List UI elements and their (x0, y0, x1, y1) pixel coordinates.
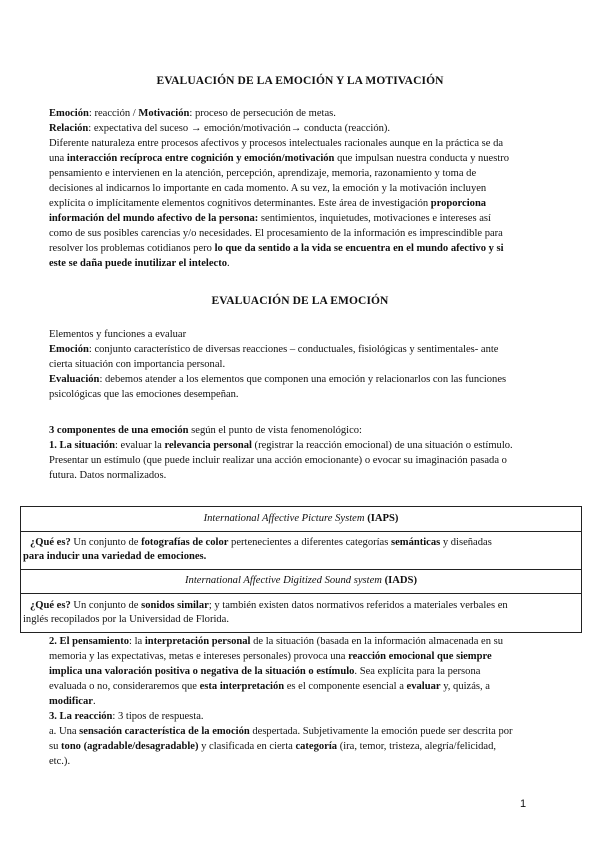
emphasis: interacción recíproca entre cognición y emoción/motivación (66, 153, 335, 164)
table-divider (21, 593, 581, 594)
emphasis: interpretación personal (144, 636, 251, 647)
emphasis: modificar (49, 696, 93, 707)
text: memoria y las expectativas, metas e intereses personales) provoca una (49, 651, 349, 662)
emphasis: información del mundo afectivo de la persona: (49, 213, 259, 224)
elements-line: Elementos y funciones a evaluar (49, 329, 187, 340)
intro-line (49, 211, 565, 226)
emphasis: ¿Qué es? (30, 600, 71, 611)
text: Un conjunto de (70, 600, 142, 611)
elements-line: cierta situación con importancia personal. (49, 359, 226, 370)
intro-line: pensamiento e intervienen en la atención, percepción, aprendizaje, memoria, razonamiento y toma de (49, 168, 477, 179)
intro-line (49, 241, 565, 256)
thought-line (49, 679, 565, 694)
emphasis: relevancia personal (164, 440, 252, 451)
term-relacion: Relación (49, 123, 89, 134)
term-evaluacion: Evaluación (49, 374, 100, 385)
thought-line (49, 709, 565, 724)
line (30, 599, 588, 613)
emphasis: (IADS) (384, 575, 417, 586)
emphasis: semánticas (390, 537, 441, 548)
document-title: EVALUACIÓN DE LA EMOCIÓN Y LA MOTIVACIÓN (156, 75, 444, 87)
term-emocion: Emoción (49, 344, 89, 355)
components-line (49, 423, 565, 438)
intro-line (49, 256, 565, 271)
text: : debemos atender a los elementos que componen una emoción y relacionarlos con las funciones (99, 374, 507, 385)
emphasis: 3. La reacción (49, 711, 113, 722)
text: su (49, 741, 62, 752)
emphasis: proporciona (430, 198, 487, 209)
emphasis: evaluar (406, 681, 441, 692)
emphasis: tono (agradable/desagradable) (61, 741, 199, 752)
emphasis: categoría (295, 741, 338, 752)
components-line: futura. Datos normalizados. (49, 470, 167, 481)
text: . (92, 696, 96, 707)
intro-paragraph (49, 106, 567, 271)
thought-line (49, 724, 565, 739)
text: explícita o implícitamente elementos cognitivos determinantes. Este área de investigación (49, 198, 431, 209)
elements-line (49, 342, 565, 357)
text: pertenecientes a diferentes categorías (228, 537, 391, 548)
text: . Sea explícita para la persona (354, 666, 481, 677)
elements-paragraph (49, 327, 567, 402)
text: : la (129, 636, 145, 647)
line (30, 536, 588, 550)
thought-line: etc.). (49, 756, 71, 767)
text: . (226, 258, 230, 269)
emphasis: fotografías de color (141, 537, 229, 548)
text: sentimientos, inquietudes, motivaciones e intereses así (258, 213, 491, 224)
line (23, 550, 581, 564)
term-emocion: Emoción (49, 108, 89, 119)
emphasis: este se daña puede inutilizar el intelecto (49, 258, 227, 269)
text: : 3 tipos de respuesta. (112, 711, 204, 722)
iads-header (21, 574, 581, 588)
emphasis: reacción emocional que siempre (348, 651, 492, 662)
intro-line (49, 121, 565, 136)
intro-line: Diferente naturaleza entre procesos afectivos y procesos intelectuales racionales aunque en la práctica se da (49, 138, 504, 149)
components-line (49, 438, 565, 453)
intro-line (49, 151, 565, 166)
text: una (49, 153, 67, 164)
text: resolver los problemas cotidianos pero (49, 243, 215, 254)
emphasis: 3 componentes de una emoción (49, 425, 189, 436)
intro-line (49, 106, 565, 121)
text: y, quizás, a (440, 681, 490, 692)
text: : reacción / (88, 108, 139, 119)
text: es el componente esencial a (284, 681, 407, 692)
iaps-description-cont (21, 550, 583, 564)
thought-line (49, 664, 565, 679)
emphasis: 2. El pensamiento (49, 636, 130, 647)
text: : conjunto característico de diversas reacciones – conductuales, fisiológicas y sentimentales- ante (88, 344, 499, 355)
iads-description-cont (21, 613, 583, 627)
thought-line (49, 634, 565, 649)
iaps-header (21, 512, 581, 526)
stimulus-systems-table (20, 506, 582, 633)
emphasis: implica una valoración positiva o negativa de la situación o estímulo (49, 666, 355, 677)
intro-line: como de sus posibles carencias y/o necesidades. El procesamiento de la información es imprescindible para (49, 228, 503, 239)
section-title: EVALUACIÓN DE LA EMOCIÓN (211, 295, 389, 307)
text: evaluada o no, consideraremos que (49, 681, 200, 692)
text: que impulsan nuestra conducta y nuestro (334, 153, 510, 164)
thought-paragraph (49, 634, 567, 769)
line: inglés recopilados por la Universidad de Florida. (23, 614, 230, 625)
thought-line (49, 739, 565, 754)
text: (ira, temor, tristeza, alegría/felicidad, (337, 741, 497, 752)
elements-line: psicológicas que las emociones desempeñan. (49, 389, 239, 400)
text: despertada. Subjetivamente la emoción puede ser descrita por (249, 726, 513, 737)
thought-line (49, 694, 565, 709)
text: según el punto de vista fenomenológico: (188, 425, 362, 436)
intro-line: decisiones al indicarnos lo importante en cada momento. A su vez, la emoción y la motivación incluyen (49, 183, 487, 194)
term-motivacion: Motivación (138, 108, 190, 119)
components-paragraph (49, 423, 567, 483)
intro-line (49, 196, 565, 211)
text: de la situación (basada en la información almacenada en su (250, 636, 504, 647)
text: : evaluar la (114, 440, 165, 451)
iaps-description (21, 536, 590, 550)
text: : expectativa del suceso → emoción/motivación→ conducta (reacción). (88, 123, 391, 134)
emphasis: 1. La situación (49, 440, 115, 451)
text: Un conjunto de (70, 537, 142, 548)
emphasis: sensación característica de la emoción (79, 726, 250, 737)
emphasis: esta interpretación (199, 681, 285, 692)
text: International Affective Picture System (203, 513, 365, 524)
emphasis: (IAPS) (367, 513, 399, 524)
elements-line (49, 372, 565, 387)
text: International Affective Digitized Sound system (185, 575, 382, 586)
text: y diseñadas (440, 537, 492, 548)
table-divider (21, 531, 581, 532)
page-number: 1 (520, 798, 527, 810)
table-divider (21, 569, 581, 570)
text: (registrar la reacción emocional) de una situación o estímulo. (251, 440, 513, 451)
iads-description (21, 599, 590, 613)
text: ; y también existen datos normativos referidos a materiales verbales en (208, 600, 508, 611)
text: : proceso de persecución de metas. (189, 108, 336, 119)
emphasis: ¿Qué es? (30, 537, 71, 548)
emphasis: lo que da sentido a la vida se encuentra en el mundo afectivo y si (214, 243, 504, 254)
text: a. Una (49, 726, 80, 737)
text: y clasificada en cierta (198, 741, 296, 752)
thought-line (49, 649, 565, 664)
components-line: Presentar un estímulo (que puede incluir realizar una acción emocionante) o evocar su imaginación pasada o (49, 455, 507, 466)
emphasis: para inducir una variedad de emociones. (23, 551, 207, 562)
emphasis: sonidos similar (141, 600, 209, 611)
